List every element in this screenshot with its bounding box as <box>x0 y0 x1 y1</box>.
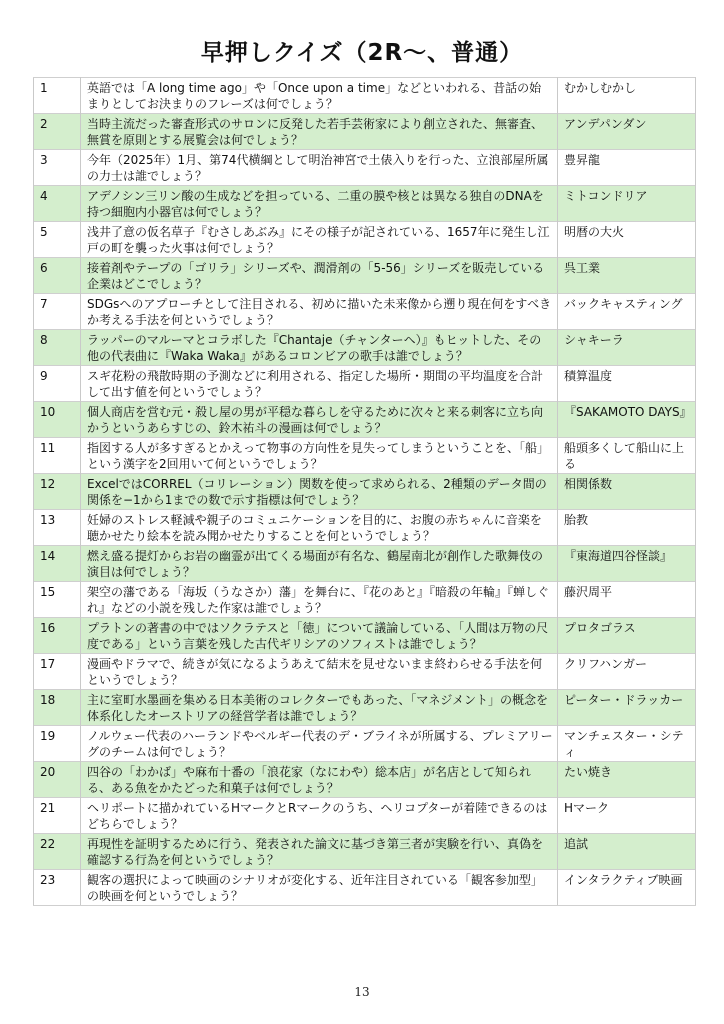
answer-text: 追試 <box>558 834 696 870</box>
question-text: 接着剤やテープの「ゴリラ」シリーズや、潤滑剤の「5-56」シリーズを販売している企業はどこでしょう？ <box>81 258 558 294</box>
question-text: 今年（2025年）1月、第74代横綱として明治神宮で土俵入りを行った、立浪部屋所属の力士は誰でしょう？ <box>81 150 558 186</box>
answer-text: プロタゴラス <box>558 618 696 654</box>
question-row <box>34 186 696 222</box>
answer-text: 豊昇龍 <box>558 150 696 186</box>
answer-text: 『SAKAMOTO DAYS』 <box>558 402 696 438</box>
answer-text: 明暦の大火 <box>558 222 696 258</box>
answer-text: 『東海道四谷怪談』 <box>558 546 696 582</box>
answer-text: バックキャスティング <box>558 294 696 330</box>
question-number: 3 <box>34 150 81 186</box>
answer-text: インタラクティブ映画 <box>558 870 696 906</box>
question-number: 21 <box>34 798 81 834</box>
quiz-table-body <box>34 78 696 906</box>
answer-text: ピーター・ドラッカー <box>558 690 696 726</box>
question-row <box>34 690 696 726</box>
question-number: 13 <box>34 510 81 546</box>
question-number: 16 <box>34 618 81 654</box>
question-text: ヘリポートに描かれているHマークとRマークのうち、ヘリコプターが着陸できるのはどちらでしょう？ <box>81 798 558 834</box>
question-text: 英語では「A long time ago」や「Once upon a time」などといわれる、昔話の始まりとしてお決まりのフレーズは何でしょう？ <box>81 78 558 114</box>
question-number: 1 <box>34 78 81 114</box>
question-number: 14 <box>34 546 81 582</box>
question-number: 18 <box>34 690 81 726</box>
question-text: 燃え盛る提灯からお岩の幽霊が出てくる場面が有名な、鶴屋南北が創作した歌舞伎の演目は何でしょう？ <box>81 546 558 582</box>
question-number: 19 <box>34 726 81 762</box>
question-number: 15 <box>34 582 81 618</box>
question-row <box>34 150 696 186</box>
question-text: 当時主流だった審査形式のサロンに反発した若手芸術家により創立された、無審査、無賞を原則とする展覧会は何でしょう？ <box>81 114 558 150</box>
question-text: SDGsへのアプローチとして注目される、初めに描いた未来像から遡り現在何をすべきか考える手法を何というでしょう？ <box>81 294 558 330</box>
answer-text: シャキーラ <box>558 330 696 366</box>
question-text: 浅井了意の仮名草子『むさしあぶみ』にその様子が記されている、1657年に発生し江戸の町を襲った火事は何でしょう？ <box>81 222 558 258</box>
question-text: ExcelではCORREL（コリレーション）関数を使って求められる、2種類のデータ間の関係を−1から1までの数で示す指標は何でしょう？ <box>81 474 558 510</box>
question-number: 23 <box>34 870 81 906</box>
question-text: 四谷の「わかば」や麻布十番の「浪花家（なにわや）総本店」が名店として知られる、ある魚をかたどった和菓子は何でしょう？ <box>81 762 558 798</box>
question-text: アデノシン三リン酸の生成などを担っている、二重の膜や核とは異なる独自のDNAを持つ細胞内小器官は何でしょう？ <box>81 186 558 222</box>
answer-text: 胎教 <box>558 510 696 546</box>
answer-text: 船頭多くして船山に上る <box>558 438 696 474</box>
question-row <box>34 294 696 330</box>
question-number: 4 <box>34 186 81 222</box>
question-text: 妊婦のストレス軽減や親子のコミュニケーションを目的に、お腹の赤ちゃんに音楽を聴かせたり絵本を読み聞かせたりすることを何というでしょう？ <box>81 510 558 546</box>
question-row <box>34 870 696 906</box>
question-text: 再現性を証明するために行う、発表された論文に基づき第三者が実験を行い、真偽を確認する行為を何というでしょう？ <box>81 834 558 870</box>
question-text: 漫画やドラマで、続きが気になるようあえて結末を見せないまま終わらせる手法を何というでしょう？ <box>81 654 558 690</box>
question-row <box>34 366 696 402</box>
question-number: 17 <box>34 654 81 690</box>
question-number: 7 <box>34 294 81 330</box>
page-number: 13 <box>354 985 370 999</box>
question-row <box>34 654 696 690</box>
answer-text: 積算温度 <box>558 366 696 402</box>
question-row <box>34 330 696 366</box>
answer-text: Hマーク <box>558 798 696 834</box>
question-row <box>34 474 696 510</box>
question-row <box>34 438 696 474</box>
question-number: 12 <box>34 474 81 510</box>
answer-text: たい焼き <box>558 762 696 798</box>
question-row <box>34 726 696 762</box>
answer-text: ミトコンドリア <box>558 186 696 222</box>
question-text: ラッパーのマルーマとコラボした『Chantaje（チャンターヘ）』もヒットした、その他の代表曲に『Waka Waka』があるコロンビアの歌手は誰でしょう？ <box>81 330 558 366</box>
answer-text: 藤沢周平 <box>558 582 696 618</box>
question-number: 8 <box>34 330 81 366</box>
question-row <box>34 582 696 618</box>
answer-text: 呉工業 <box>558 258 696 294</box>
question-text: ノルウェー代表のハーランドやベルギー代表のデ・ブライネが所属する、プレミアリーグのチームは何でしょう？ <box>81 726 558 762</box>
quiz-table <box>33 77 696 906</box>
question-row <box>34 222 696 258</box>
question-text: 個人商店を営む元・殺し屋の男が平穏な暮らしを守るために次々と来る刺客に立ち向かうというあらすじの、鈴木祐斗の漫画は何でしょう？ <box>81 402 558 438</box>
answer-text: むかしむかし <box>558 78 696 114</box>
question-text: 観客の選択によって映画のシナリオが変化する、近年注目されている「観客参加型」の映画を何というでしょう？ <box>81 870 558 906</box>
question-number: 10 <box>34 402 81 438</box>
question-row <box>34 258 696 294</box>
answer-text: 相関係数 <box>558 474 696 510</box>
question-number: 5 <box>34 222 81 258</box>
question-number: 2 <box>34 114 81 150</box>
question-row <box>34 114 696 150</box>
question-row <box>34 78 696 114</box>
answer-text: アンデパンダン <box>558 114 696 150</box>
answer-text: マンチェスター・シティ <box>558 726 696 762</box>
question-row <box>34 762 696 798</box>
question-text: 架空の藩である「海坂（うなさか）藩」を舞台に、『花のあと』『暗殺の年輪』『蝉しぐれ』などの小説を残した作家は誰でしょう？ <box>81 582 558 618</box>
question-text: 指図する人が多すぎるとかえって物事の方向性を見失ってしまうということを、「船」という漢字を2回用いて何というでしょう？ <box>81 438 558 474</box>
question-number: 11 <box>34 438 81 474</box>
question-row <box>34 510 696 546</box>
question-row <box>34 546 696 582</box>
question-text: スギ花粉の飛散時期の予測などに利用される、指定した場所・期間の平均温度を合計して出す値を何というでしょう？ <box>81 366 558 402</box>
question-row <box>34 798 696 834</box>
question-number: 20 <box>34 762 81 798</box>
question-row <box>34 618 696 654</box>
question-number: 22 <box>34 834 81 870</box>
question-number: 9 <box>34 366 81 402</box>
question-row <box>34 402 696 438</box>
question-row <box>34 834 696 870</box>
question-text: 主に室町水墨画を集める日本美術のコレクターでもあった、「マネジメント」の概念を体系化したオーストリアの経営学者は誰でしょう？ <box>81 690 558 726</box>
page-title: 早押しクイズ（2R〜、普通） <box>200 40 524 66</box>
answer-text: クリフハンガー <box>558 654 696 690</box>
question-number: 6 <box>34 258 81 294</box>
question-text: プラトンの著書の中ではソクラテスと「徳」について議論している、「人間は万物の尺度である」という言葉を残した古代ギリシアのソフィストは誰でしょう？ <box>81 618 558 654</box>
